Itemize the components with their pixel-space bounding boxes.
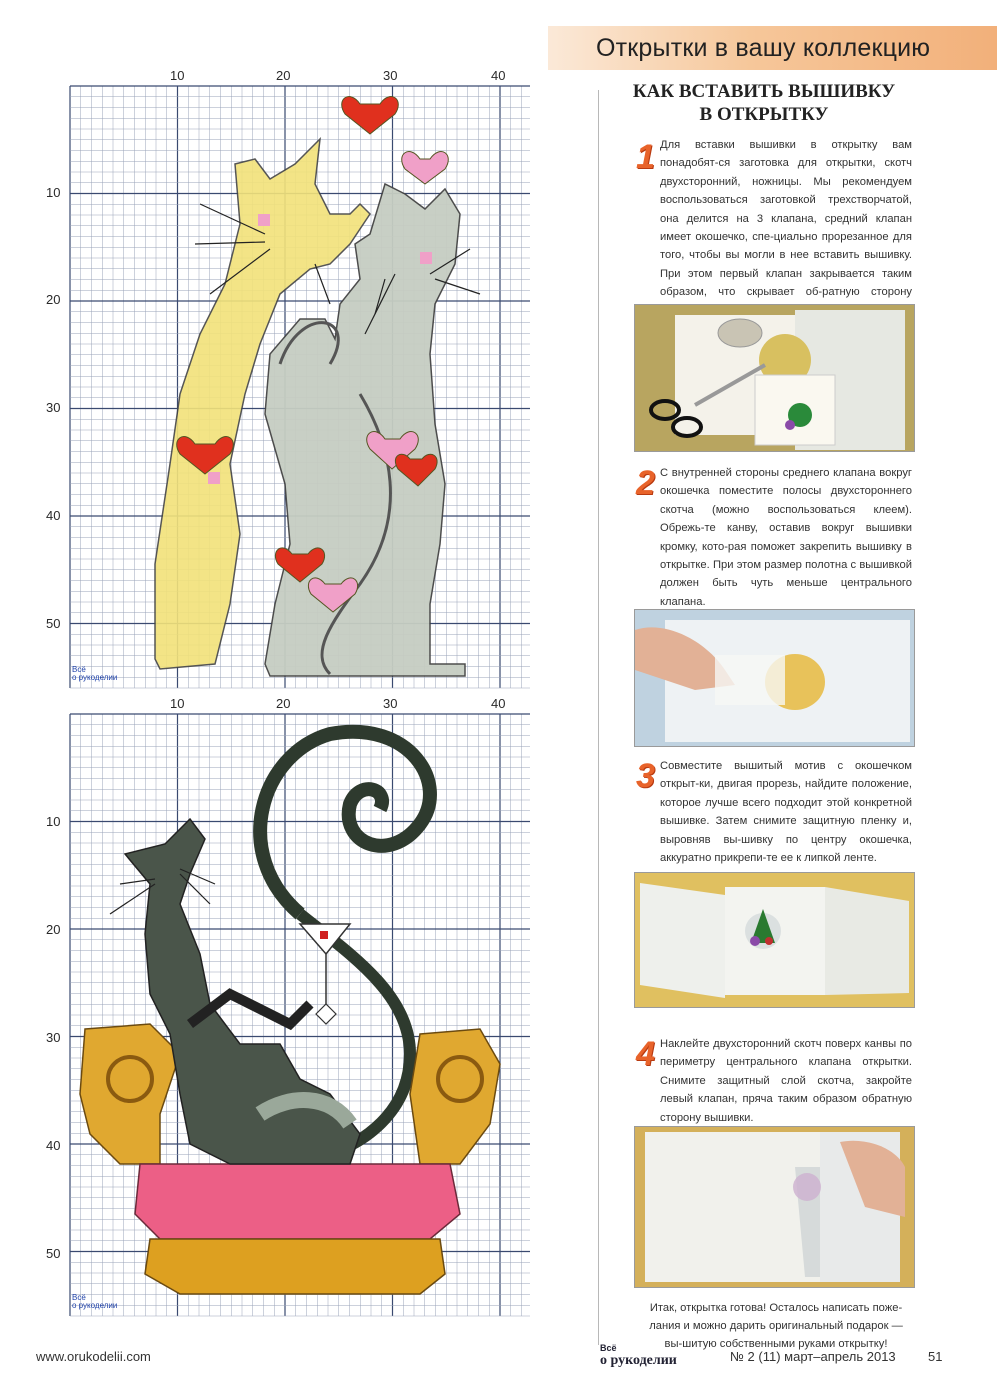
heart-red-top xyxy=(342,97,399,134)
tick-label: 40 xyxy=(491,696,506,711)
tick-label: 30 xyxy=(46,400,61,415)
armchair-left-arm xyxy=(80,1024,180,1164)
step-number: 1 xyxy=(636,138,655,176)
article-heading: КАК ВСТАВИТЬ ВЫШИВКУ В ОТКРЫТКУ xyxy=(632,81,896,125)
tick-label: 20 xyxy=(46,292,61,307)
chart-svg-bottom xyxy=(30,694,530,1324)
step-text: С внутренней стороны среднего клапана вокруг окошечка поместите полосы двухстороннего скотча (можно воспользоваться клеем). Обрежь-те канву, оставив вокруг вышивки кромку, кото-рая поможет закрепить вышивку в открытке. При этом размер полотна с вышивкой должен быть чуть меньше центрального клапана. xyxy=(660,467,912,608)
tick-label: 30 xyxy=(383,696,398,711)
cross-stitch-chart-cat-armchair xyxy=(30,694,530,1324)
final-text: Итак, открытка готова! Осталось написать поже-лания и можно дарить оригинальный подарок — вы-шитую собственными руками открытку! xyxy=(649,1302,903,1350)
step-2 xyxy=(608,464,912,611)
tick-label: 40 xyxy=(46,508,61,523)
step-number: 2 xyxy=(636,464,655,502)
tick-label: 20 xyxy=(46,922,61,937)
chart-svg-top xyxy=(30,64,530,694)
step-4 xyxy=(608,1035,912,1127)
tick-label: 10 xyxy=(46,185,61,200)
chart-watermark: Всё о рукоделии xyxy=(72,1293,118,1310)
tick-label: 30 xyxy=(46,1030,61,1045)
tick-label: 10 xyxy=(170,696,185,711)
page-number: 51 xyxy=(928,1349,943,1364)
tick-label: 10 xyxy=(170,68,185,83)
footer-issue: № 2 (11) март–апрель 2013 xyxy=(730,1349,896,1364)
step-1 xyxy=(608,136,912,320)
step-text: Для вставки вышивки в открытку вам понадобят-ся заготовка для открытки, скотч двухсторонний, ножницы. Мы рекомендуем воспользоваться заготовкой трехстворчатой, она делится на 3 клапана, средний клапан имеет окошечко, спе-циально прорезанное для того, чтобы вы могли в нее вставить вышивку. При этом первый клапан закрывается таким образом, что скрывает об-ратную сторону xyxy=(660,139,912,299)
step-number: 3 xyxy=(636,757,655,795)
step-text: Совместите вышитый мотив с окошечком открыт-ки, двигая прорезь, найдите положение, которое лучше всего подходит этой конкретной вышивке. Затем снимите защитную пленку и, выровняв вы-шивку по центру окошечка, аккуратно прикрепи-те ее к липкой ленте. xyxy=(660,760,912,865)
armchair-base xyxy=(145,1239,445,1294)
step-number: 4 xyxy=(636,1035,655,1073)
footer-url[interactable]: www.orukodelii.com xyxy=(36,1349,151,1364)
step-text: Наклейте двухсторонний скотч поверх канвы по периметру центрального клапана открытки. Снимите защитный слой скотча, закройте левый клапан, пряча таким образом обратную сторону вышивки. xyxy=(660,1038,912,1124)
section-banner xyxy=(548,26,997,70)
tick-label: 50 xyxy=(46,1246,61,1261)
armchair-cushion xyxy=(135,1164,460,1239)
photo-step-1 xyxy=(634,304,915,452)
tick-label: 30 xyxy=(383,68,398,83)
tick-label: 20 xyxy=(276,696,291,711)
photo-step-2 xyxy=(634,609,915,747)
section-title: Открытки в вашу коллекцию xyxy=(596,34,931,62)
tick-label: 40 xyxy=(46,1138,61,1153)
cross-stitch-chart-cats-pair xyxy=(30,64,530,694)
chart-watermark: Всё о рукоделии xyxy=(72,665,118,682)
photo-step-4 xyxy=(634,1126,915,1288)
step-3 xyxy=(608,757,912,867)
cat-tail-swirl xyxy=(260,732,430,914)
tick-label: 10 xyxy=(46,814,61,829)
tick-label: 40 xyxy=(491,68,506,83)
tick-label: 50 xyxy=(46,616,61,631)
photo-step-3 xyxy=(634,872,915,1008)
column-divider xyxy=(598,90,599,1345)
footer-logo: Всё о рукоделии xyxy=(600,1343,677,1368)
tick-label: 20 xyxy=(276,68,291,83)
